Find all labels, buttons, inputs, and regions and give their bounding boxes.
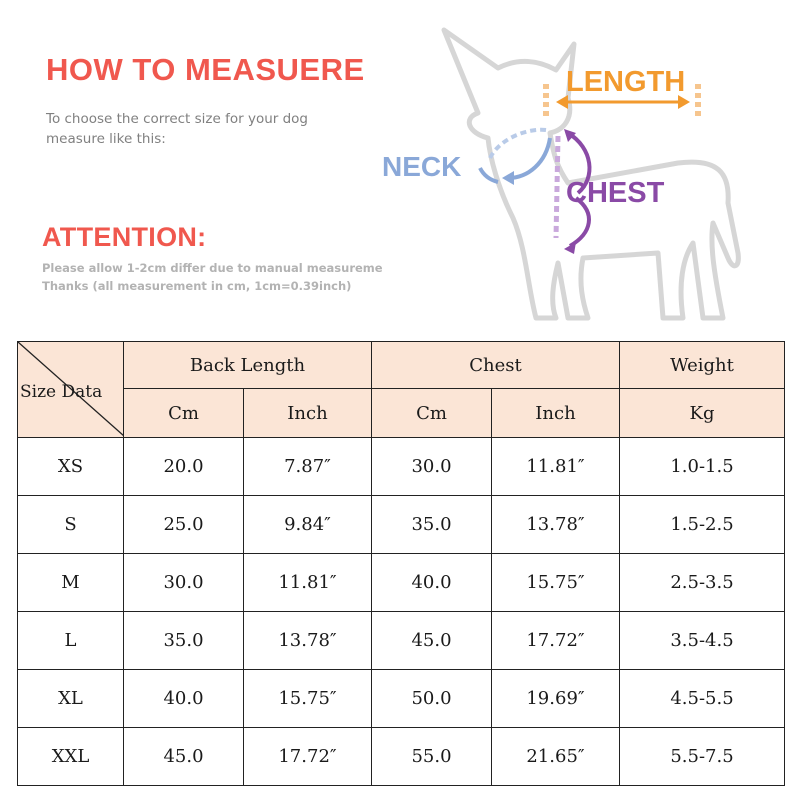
unit-header: Cm	[372, 389, 492, 438]
note-line: Thanks (all measurement in cm, 1cm=0.39inch)	[42, 279, 352, 293]
chest-label: CHEST	[566, 177, 665, 209]
table-row	[18, 728, 785, 786]
table-cell: 35.0	[124, 612, 244, 670]
table-cell: 13.78″	[244, 612, 372, 670]
table-cell: 9.84″	[244, 496, 372, 554]
table-cell: 1.5-2.5	[620, 496, 785, 554]
table-cell: 25.0	[124, 496, 244, 554]
table-row	[18, 670, 785, 728]
table-cell: 11.81″	[492, 438, 620, 496]
intro-line: measure like this:	[46, 131, 166, 147]
attention-heading: ATTENTION:	[42, 222, 207, 252]
table-unit-row	[18, 389, 785, 438]
size-chart-table	[17, 341, 785, 786]
table-cell: 30.0	[372, 438, 492, 496]
group-header: Weight	[620, 342, 785, 389]
table-cell: 40.0	[124, 670, 244, 728]
table-cell: 40.0	[372, 554, 492, 612]
table-cell: 17.72″	[492, 612, 620, 670]
size-cell: XL	[18, 670, 124, 728]
dog-measurement-diagram	[378, 18, 758, 328]
group-header: Back Length	[124, 342, 372, 389]
group-header: Chest	[372, 342, 620, 389]
unit-header: Cm	[124, 389, 244, 438]
table-cell: 30.0	[124, 554, 244, 612]
unit-header: Kg	[620, 389, 785, 438]
table-cell: 5.5-7.5	[620, 728, 785, 786]
page-title: HOW TO MEASUERE	[46, 52, 365, 87]
size-cell: XS	[18, 438, 124, 496]
table-cell: 19.69″	[492, 670, 620, 728]
neck-label: NECK	[382, 151, 462, 182]
table-row	[18, 554, 785, 612]
table-cell: 7.87″	[244, 438, 372, 496]
size-cell: L	[18, 612, 124, 670]
unit-header: Inch	[492, 389, 620, 438]
table-cell: 45.0	[124, 728, 244, 786]
size-cell: S	[18, 496, 124, 554]
intro-text	[46, 109, 346, 149]
note-line: Please allow 1-2cm differ due to manual measureme	[42, 261, 383, 275]
table-cell: 55.0	[372, 728, 492, 786]
size-cell: M	[18, 554, 124, 612]
table-cell: 11.81″	[244, 554, 372, 612]
table-cell: 13.78″	[492, 496, 620, 554]
length-label: LENGTH	[566, 66, 686, 98]
table-cell: 1.0-1.5	[620, 438, 785, 496]
table-cell: 2.5-3.5	[620, 554, 785, 612]
table-cell: 3.5-4.5	[620, 612, 785, 670]
intro-line: To choose the correct size for your dog	[46, 111, 309, 127]
table-header-row	[18, 342, 785, 389]
attention-notes	[42, 259, 402, 295]
unit-header: Inch	[244, 389, 372, 438]
table-cell: 45.0	[372, 612, 492, 670]
table-cell: 15.75″	[492, 554, 620, 612]
table-cell: 35.0	[372, 496, 492, 554]
corner-label: Size Data	[20, 382, 103, 402]
table-cell: 50.0	[372, 670, 492, 728]
table-row	[18, 612, 785, 670]
table-cell: 17.72″	[244, 728, 372, 786]
size-cell: XXL	[18, 728, 124, 786]
table-cell: 21.65″	[492, 728, 620, 786]
table-cell: 4.5-5.5	[620, 670, 785, 728]
table-row	[18, 438, 785, 496]
corner-header	[18, 342, 124, 438]
table-cell: 15.75″	[244, 670, 372, 728]
table-cell: 20.0	[124, 438, 244, 496]
table-row	[18, 496, 785, 554]
